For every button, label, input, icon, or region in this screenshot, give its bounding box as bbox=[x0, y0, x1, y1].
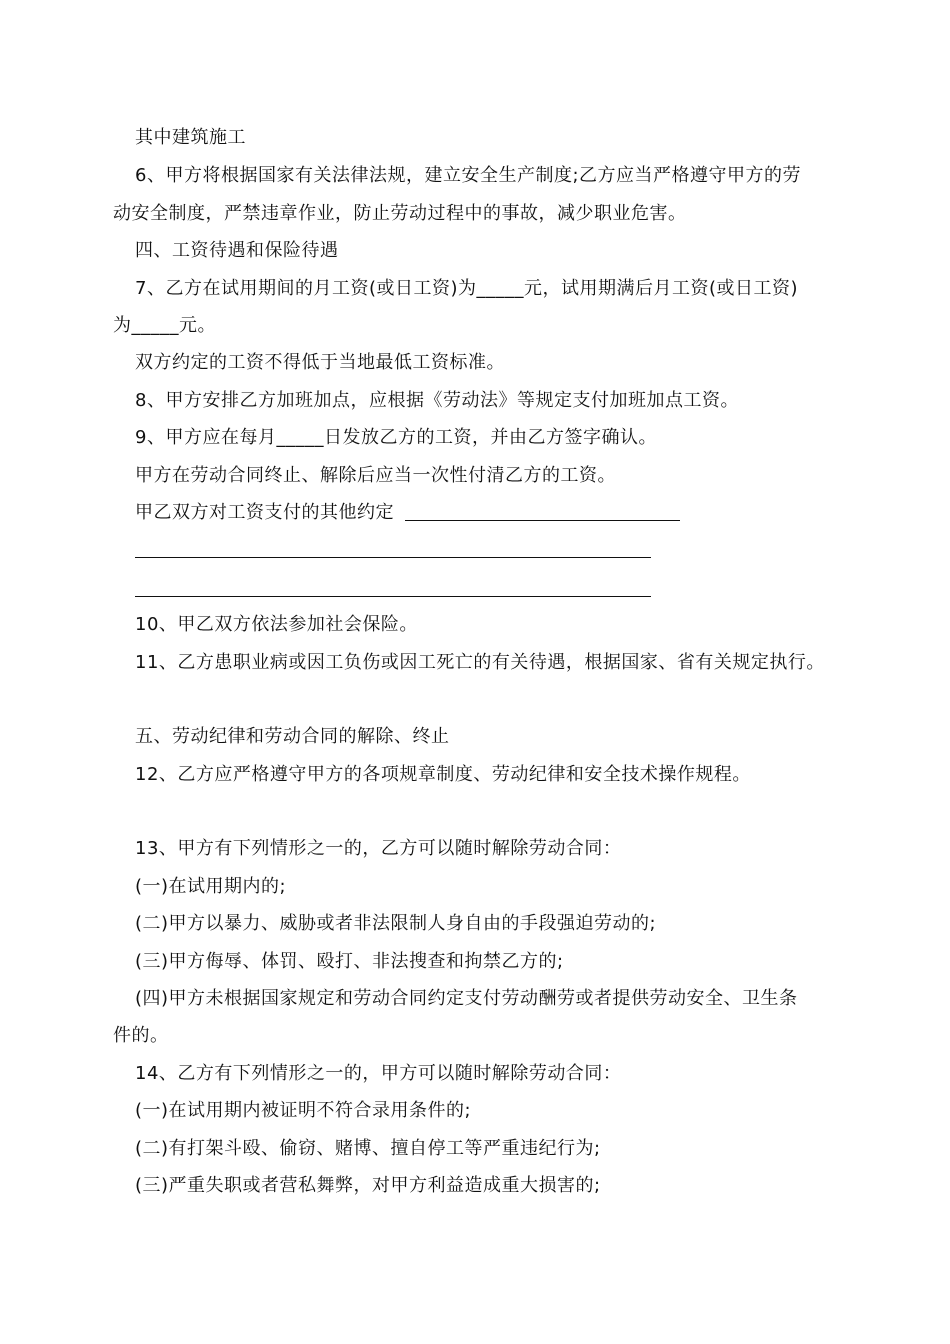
section-heading: 四、工资待遇和保险待遇 bbox=[135, 240, 339, 261]
text-line: (三)严重失职或者营私舞弊，对甲方利益造成重大损害的; bbox=[135, 1175, 601, 1196]
text-line: 9、甲方应在每月_____日发放乙方的工资，并由乙方签字确认。 bbox=[135, 427, 657, 448]
text-line: 14、乙方有下列情形之一的，甲方可以随时解除劳动合同： bbox=[135, 1063, 622, 1084]
text-line: 13、甲方有下列情形之一的，乙方可以随时解除劳动合同： bbox=[135, 838, 622, 859]
text-line: 其中建筑施工 bbox=[135, 127, 246, 148]
text-line: 7、乙方在试用期间的月工资(或日工资)为_____元，试用期满后月工资(或日工资) bbox=[135, 278, 799, 299]
text-line: 11、乙方患职业病或因工负伤或因工死亡的有关待遇，根据国家、省有关规定执行。 bbox=[135, 652, 825, 673]
text-line: 甲方在劳动合同终止、解除后应当一次性付清乙方的工资。 bbox=[135, 465, 616, 486]
text-line: 10、甲乙双方依法参加社会保险。 bbox=[135, 614, 418, 635]
text-line: (四)甲方未根据国家规定和劳动合同约定支付劳动酬劳或者提供劳动安全、卫生条 bbox=[135, 988, 798, 1009]
blank-fill-line bbox=[405, 520, 680, 521]
text-line: 为_____元。 bbox=[113, 315, 216, 336]
text-line: (一)在试用期内被证明不符合录用条件的; bbox=[135, 1100, 472, 1121]
text-line: 甲乙双方对工资支付的其他约定 bbox=[135, 502, 394, 523]
section-heading: 五、劳动纪律和劳动合同的解除、终止 bbox=[135, 726, 450, 747]
text-line: (二)有打架斗殴、偷窃、赌博、擅自停工等严重违纪行为; bbox=[135, 1138, 601, 1159]
text-line: (二)甲方以暴力、威胁或者非法限制人身自由的手段强迫劳动的; bbox=[135, 913, 657, 934]
text-line: (一)在试用期内的; bbox=[135, 876, 287, 897]
text-line: 双方约定的工资不得低于当地最低工资标准。 bbox=[135, 352, 505, 373]
blank-fill-line bbox=[135, 557, 651, 558]
text-line: 6、甲方将根据国家有关法律法规，建立安全生产制度;乙方应当严格遵守甲方的劳 bbox=[135, 165, 802, 186]
text-line: 件的。 bbox=[113, 1025, 169, 1046]
text-line: 动安全制度，严禁违章作业，防止劳动过程中的事故，减少职业危害。 bbox=[113, 203, 687, 224]
blank-fill-line bbox=[135, 596, 651, 597]
text-line: (三)甲方侮辱、体罚、殴打、非法搜查和拘禁乙方的; bbox=[135, 951, 564, 972]
text-line: 8、甲方安排乙方加班加点，应根据《劳动法》等规定支付加班加点工资。 bbox=[135, 390, 739, 411]
text-line: 12、乙方应严格遵守甲方的各项规章制度、劳动纪律和安全技术操作规程。 bbox=[135, 764, 751, 785]
